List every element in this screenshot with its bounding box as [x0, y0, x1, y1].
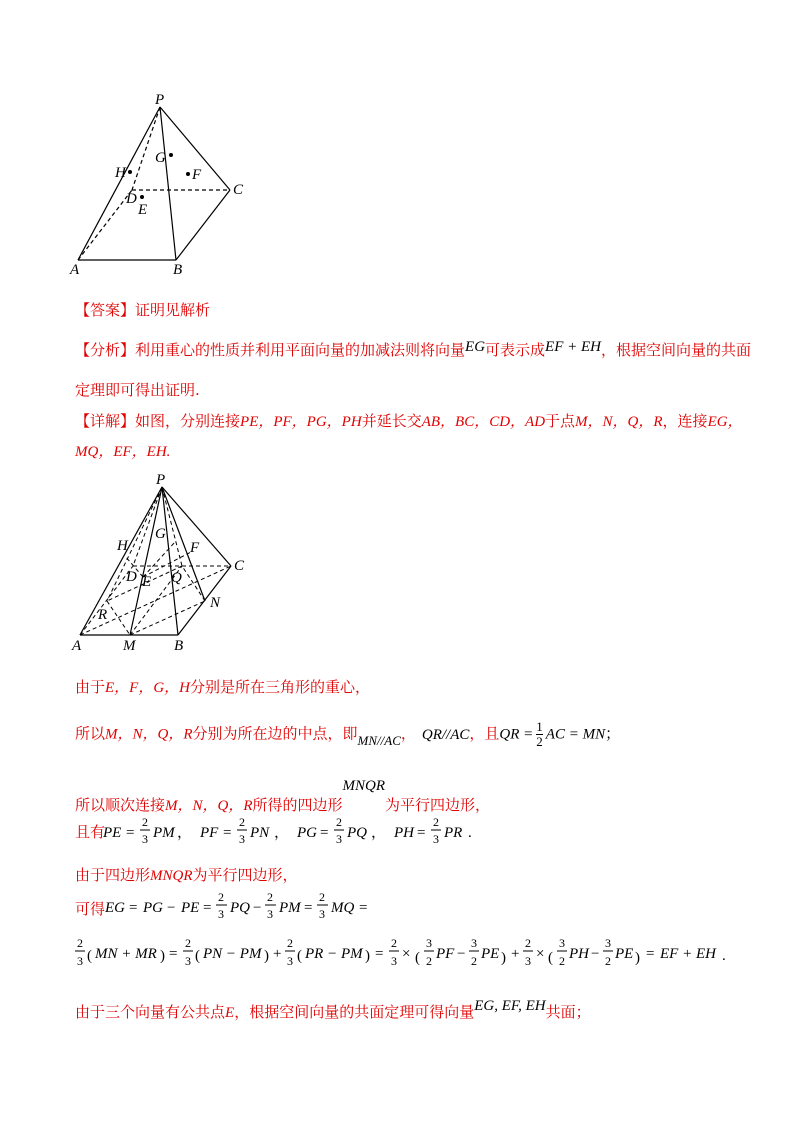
svg-text:2: 2	[471, 954, 477, 968]
svg-text:2: 2	[239, 815, 245, 829]
detail-points-1: PE，PF，PG，PH	[240, 414, 362, 430]
svg-text:MQ: MQ	[331, 900, 355, 916]
svg-text:2: 2	[185, 936, 191, 950]
label-G: G	[155, 150, 166, 166]
svg-text:3: 3	[287, 954, 293, 968]
svg-text:PQ: PQ	[230, 900, 250, 916]
para3-t2: 所得的四边形	[252, 796, 343, 814]
svg-text:.: .	[468, 825, 472, 841]
long-derivation	[75, 930, 675, 975]
svg-text:=: =	[359, 900, 368, 916]
svg-text:(: (	[415, 950, 420, 966]
analysis-text-3: ，根据空间向量的共面	[601, 341, 752, 359]
answer-line	[75, 300, 210, 320]
svg-text:(: (	[195, 948, 200, 964]
svg-text:3: 3	[77, 954, 83, 968]
svg-text:PN − PM: PN − PM	[203, 946, 262, 962]
label-P: P	[156, 472, 166, 488]
svg-text:3: 3	[426, 936, 432, 950]
svg-text:PH: PH	[569, 946, 589, 962]
svg-text:2: 2	[218, 890, 224, 904]
label-P: P	[155, 92, 165, 108]
analysis-text-2: 可表示成	[485, 341, 546, 359]
label-F: F	[192, 167, 202, 183]
detail-text-4: ，连接	[662, 412, 708, 430]
coplanar-vectors: EG, EF, EH	[474, 998, 546, 1014]
analysis-line-2: 定理即可得出证明.	[75, 381, 200, 399]
svg-text:PG: PG	[297, 825, 317, 841]
svg-text:3: 3	[218, 907, 224, 921]
ratio-eq-pf	[199, 815, 289, 846]
svg-text:2: 2	[559, 954, 565, 968]
ratio-eq-pe	[103, 815, 192, 846]
half-num: 1	[536, 719, 543, 734]
svg-text:PN: PN	[250, 825, 270, 841]
svg-text:=: =	[320, 825, 329, 841]
detail-line-1	[75, 411, 743, 432]
label-Q: Q	[171, 570, 182, 586]
label-A: A	[70, 262, 80, 278]
label-A: A	[72, 638, 82, 654]
pyramid-figure-1	[60, 90, 260, 280]
svg-text:3: 3	[185, 954, 191, 968]
svg-text:2: 2	[391, 936, 397, 950]
para1-rest: 分别是所在三角形的重心，	[190, 678, 371, 696]
svg-text:PR − PM: PR − PM	[305, 946, 363, 962]
vector-eg: EG	[465, 339, 486, 355]
svg-text:PF: PF	[200, 825, 219, 841]
para3-vars: M，N，Q，R	[165, 798, 253, 814]
label-H: H	[117, 538, 128, 554]
answer-text: 证明见解析	[135, 301, 211, 319]
para-eg-derivation	[75, 885, 395, 925]
svg-text:2: 2	[142, 815, 148, 829]
svg-text:=: =	[646, 946, 655, 962]
svg-text:): )	[365, 948, 370, 964]
detail-points-2: M，N，Q，R	[575, 414, 663, 430]
detail-text-1: 如图，分别连接	[135, 412, 241, 430]
detail-line-2: MQ，EF，EH.	[75, 444, 171, 460]
mnqr-label: MNQR	[342, 778, 386, 794]
svg-text:.: .	[722, 948, 726, 964]
label-G: G	[155, 526, 166, 542]
svg-text:PF: PF	[436, 946, 455, 962]
detail-eg: EG，	[707, 414, 743, 430]
para2-t3: ，且	[469, 724, 500, 743]
svg-text:，: ，	[274, 825, 290, 841]
label-F: F	[190, 540, 200, 556]
svg-text:，: ，	[177, 825, 193, 841]
para8-t1: 由于三个向量有公共点	[75, 1003, 226, 1021]
svg-text:): )	[160, 948, 165, 964]
svg-text:(: (	[548, 950, 553, 966]
ratio-eq-pg	[296, 815, 386, 846]
svg-text:3: 3	[142, 832, 148, 846]
svg-text:2: 2	[77, 936, 83, 950]
svg-text:PE: PE	[481, 946, 500, 962]
svg-text:2: 2	[287, 936, 293, 950]
ratio-equations	[103, 810, 503, 850]
svg-text:2: 2	[267, 890, 273, 904]
label-E: E	[138, 202, 148, 218]
svg-text:): )	[501, 950, 506, 966]
label-E: E	[142, 574, 152, 590]
eg-equation	[105, 885, 395, 925]
para8-t3: 共面；	[545, 1003, 591, 1021]
vector-ef-plus-eh: EF + EH	[545, 339, 601, 355]
svg-text:−: −	[167, 900, 176, 916]
para1-t1: 由于	[75, 678, 106, 696]
para2-t1: 所以	[75, 724, 106, 743]
svg-text:2: 2	[433, 815, 439, 829]
para5-mnqr: MNQR	[150, 868, 193, 884]
analysis-text-1: 利用重心的性质并利用平面向量的加减法则将向量	[135, 341, 466, 359]
para-ratios	[75, 810, 525, 850]
detail-tag: 【详解】	[75, 412, 136, 430]
qr-parallel-ac: QR//AC	[421, 726, 470, 743]
svg-text:3: 3	[267, 907, 273, 921]
label-H: H	[115, 165, 126, 181]
ac-eq-mn: AC = MN	[545, 726, 606, 743]
para3-t3: 为平行四边形，	[385, 796, 491, 814]
svg-text:+: +	[511, 946, 520, 962]
para-parallelogram-2	[75, 865, 298, 886]
svg-text:3: 3	[433, 832, 439, 846]
svg-text:2: 2	[605, 954, 611, 968]
label-D: D	[126, 569, 137, 585]
svg-text:×: ×	[402, 946, 411, 962]
svg-text:=: =	[169, 946, 178, 962]
para2-t2: 分别为所在边的中点，即	[192, 724, 358, 743]
para2-end: ；	[605, 724, 621, 743]
label-C: C	[233, 182, 244, 198]
mn-parallel-ac: MN//AC	[357, 732, 401, 748]
para5-t2: 为平行四边形，	[192, 866, 298, 884]
para-midpoints	[75, 720, 620, 749]
label-B: B	[174, 638, 184, 654]
svg-text:2: 2	[426, 954, 432, 968]
svg-text:2: 2	[525, 936, 531, 950]
svg-text:EG: EG	[105, 900, 125, 916]
para-conclusion	[75, 998, 591, 1023]
para4-t1: 且有	[75, 823, 106, 841]
para6-t1: 可得	[75, 900, 106, 918]
svg-text:3: 3	[559, 936, 565, 950]
para8-e: E	[225, 1005, 235, 1021]
svg-text:−: −	[457, 946, 466, 962]
svg-text:PM: PM	[153, 825, 175, 841]
svg-text:×: ×	[536, 946, 545, 962]
svg-text:3: 3	[471, 936, 477, 950]
svg-text:3: 3	[525, 954, 531, 968]
half-den: 2	[536, 734, 543, 749]
answer-tag: 【答案】	[75, 301, 136, 319]
svg-text:=: =	[375, 946, 384, 962]
pyramid-figure-2	[65, 470, 265, 655]
svg-text:3: 3	[319, 907, 325, 921]
svg-text:PG: PG	[143, 900, 163, 916]
long-derivation-result	[660, 930, 760, 975]
para3-t1: 所以顺次连接	[75, 796, 166, 814]
svg-text:PE: PE	[103, 825, 122, 841]
svg-text:3: 3	[391, 954, 397, 968]
para2-sep: ，	[400, 724, 416, 743]
svg-text:(: (	[297, 948, 302, 964]
label-D: D	[126, 191, 137, 207]
para-centroids	[75, 677, 370, 698]
svg-text:PE: PE	[615, 946, 634, 962]
para5-t1: 由于四边形	[75, 866, 151, 884]
para8-t2: ，根据空间向量的共面定理可得向量	[234, 1003, 475, 1021]
detail-text-3: 于点	[545, 412, 576, 430]
svg-text:=: =	[417, 825, 426, 841]
svg-text:，: ，	[371, 825, 387, 841]
svg-text:PE: PE	[181, 900, 200, 916]
svg-text:PQ: PQ	[347, 825, 367, 841]
svg-text:=: =	[129, 900, 138, 916]
svg-text:): )	[635, 950, 640, 966]
svg-text:3: 3	[605, 936, 611, 950]
analysis-tag: 【分析】	[75, 341, 136, 359]
label-M: M	[123, 638, 136, 654]
para1-vars: E，F，G，H	[105, 680, 191, 696]
svg-text:PM: PM	[279, 900, 301, 916]
label-R: R	[98, 607, 108, 623]
svg-text:−: −	[253, 900, 262, 916]
svg-text:PR: PR	[444, 825, 463, 841]
svg-text:3: 3	[239, 832, 245, 846]
svg-text:): )	[264, 948, 269, 964]
svg-text:=: =	[203, 900, 212, 916]
svg-text:=: =	[223, 825, 232, 841]
svg-text:(: (	[87, 948, 92, 964]
para2-vars: M，N，Q，R	[105, 726, 193, 743]
label-C: C	[234, 558, 245, 574]
ratio-eq-ph	[393, 815, 472, 846]
label-B: B	[173, 262, 183, 278]
svg-text:2: 2	[336, 815, 342, 829]
svg-text:EF + EH: EF + EH	[660, 946, 716, 962]
detail-segments: AB，BC，CD，AD	[421, 414, 546, 430]
svg-text:=: =	[304, 900, 313, 916]
svg-text:2: 2	[319, 890, 325, 904]
label-N: N	[210, 595, 221, 611]
svg-text:MN + MR: MN + MR	[95, 946, 157, 962]
svg-text:−: −	[591, 946, 600, 962]
qr-eq: QR =	[499, 726, 534, 743]
svg-text:3: 3	[336, 832, 342, 846]
analysis-line-1	[75, 340, 751, 361]
svg-text:+: +	[273, 946, 282, 962]
svg-text:=: =	[126, 825, 135, 841]
svg-text:PH: PH	[394, 825, 414, 841]
detail-text-2: 并延长交	[361, 412, 422, 430]
